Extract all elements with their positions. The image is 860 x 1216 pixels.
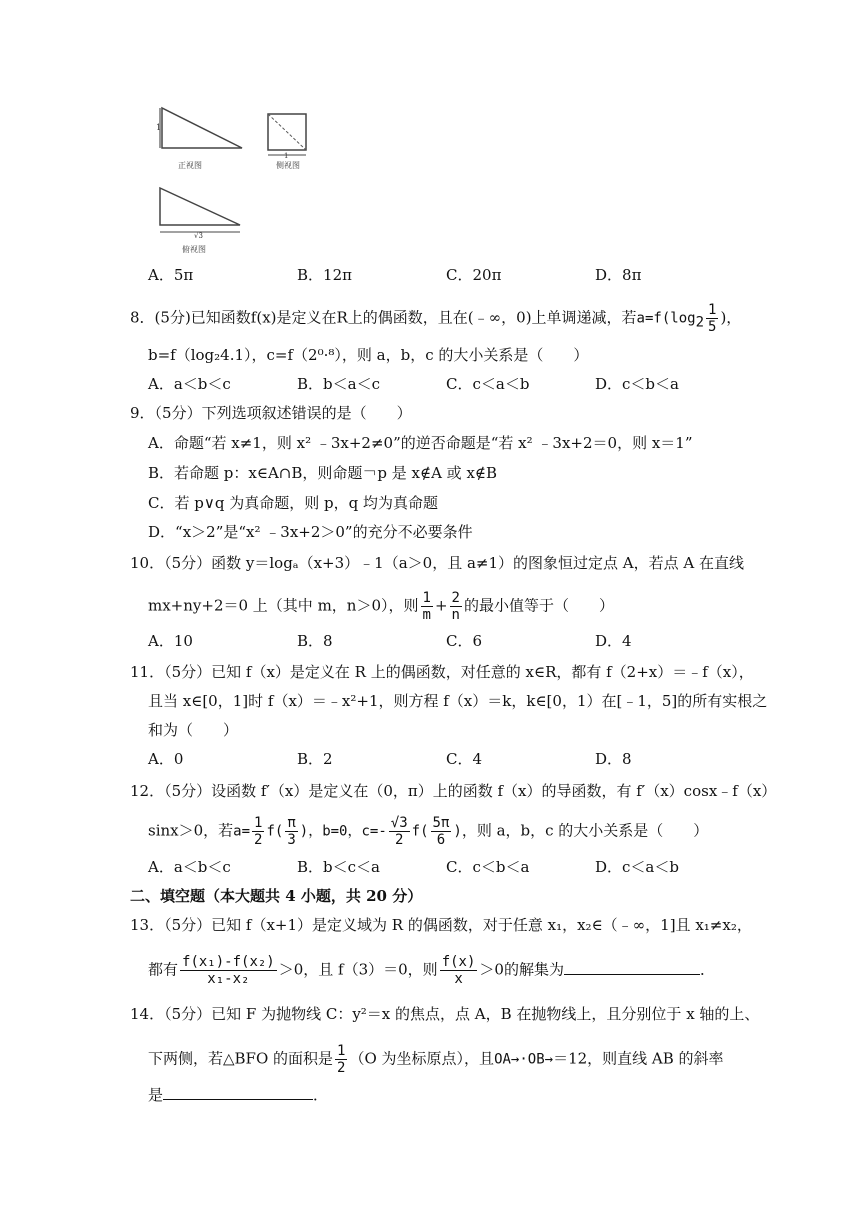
q13-line2-pre: 都有: [148, 960, 179, 979]
q13-end: ．: [699, 960, 715, 979]
q12-option-d[interactable]: D．c＜a＜b: [595, 858, 679, 876]
q12-b-expr: b=0，: [322, 823, 362, 840]
q14-stem-line1: 14．（5分）已知 F 为抛物线 C：y²＝x 的焦点，点 A，B 在抛物线上，且分别位于 x 轴的上、: [130, 1005, 760, 1023]
q10-option-c[interactable]: C．6: [446, 632, 483, 650]
front-view-label: 正视图: [178, 161, 202, 170]
q8-option-c[interactable]: C．c＜a＜b: [446, 375, 530, 393]
q13-fx-over-x: $\frac{f(x)}{x}$: [441, 954, 476, 987]
q12-option-a[interactable]: A．a＜b＜c: [148, 858, 231, 876]
side-dim-label: 1: [284, 152, 289, 160]
q10-option-d[interactable]: D．4: [595, 632, 632, 650]
q10-option-b[interactable]: B．8: [297, 632, 333, 650]
q12-option-c[interactable]: C．c＜b＜a: [446, 858, 530, 876]
q12-line2-post: ，则 a，b，c 的大小关系是（ ）: [461, 821, 709, 840]
q12-stem-line1: 12．（5分）设函数 f′（x）是定义在（0，π）上的函数 f（x）的导函数，有 f′（x）cosx﹣f（x）: [130, 782, 777, 800]
front-dim-label: 1: [156, 123, 162, 132]
q11-option-a[interactable]: A．0: [148, 750, 184, 768]
q10-line2-pre: mx+ny+2＝0 上（其中 m，n＞0），则: [148, 596, 419, 615]
q12-a-post: )，: [299, 823, 323, 840]
q9-option-d[interactable]: D．“x＞2”是“x² ﹣3x+2＞0”的充分不必要条件: [148, 523, 473, 541]
q13-difference-quotient: $\frac{\text{f(x₁)-f(x₂)}}{\text{x₁-x₂}}$: [182, 954, 275, 987]
q14-stem-line3: [148, 1085, 328, 1105]
top-dim-label: √3: [194, 232, 203, 240]
q7-option-a[interactable]: A．5π: [148, 266, 194, 284]
q14-line3-pre: 是: [148, 1086, 164, 1104]
q8-option-b[interactable]: B．b＜a＜c: [297, 375, 380, 393]
q11-option-b[interactable]: B．2: [297, 750, 333, 768]
q12-c-pre: c=-: [361, 823, 387, 840]
q12-c-post: ): [453, 823, 462, 840]
q10-plus: +: [434, 596, 448, 615]
q14-one-half: $\frac{1}{2}$: [337, 1043, 346, 1076]
top-view: [160, 188, 240, 254]
q13-answer-blank[interactable]: [564, 960, 700, 975]
q11-stem-line3: 和为（ ）: [148, 721, 239, 739]
q10-stem-line1: 10．（5分）函数 y＝logₐ（x+3）﹣1（a＞0，且 a≠1）的图象恒过定点 A，若点 A 在直线: [130, 554, 744, 572]
q11-stem-line1: 11．（5分）已知 f（x）是定义在 R 上的偶函数，对任意的 x∈R，都有 f（2+x）＝﹣f（x），: [130, 663, 754, 681]
q12-a-arg: $\frac{\pi}{3}$: [287, 815, 296, 848]
q8-option-a[interactable]: A．a＜b＜c: [148, 375, 231, 393]
q13-stem-line2: [148, 954, 715, 987]
q12-a-pre: a=: [233, 823, 251, 840]
q7-option-b[interactable]: B．12π: [297, 266, 352, 284]
q14-answer-blank[interactable]: [163, 1085, 313, 1100]
q10-line2-post: 的最小值等于（ ）: [463, 596, 614, 615]
q10-option-a[interactable]: A．10: [148, 632, 193, 650]
q8-stem-line1: [130, 302, 741, 335]
q8-a-expr-post: )，: [720, 308, 742, 327]
q8-a-expr-pre: a=f(log: [636, 310, 696, 327]
front-view: [156, 108, 242, 170]
q8-a-fraction: $\frac{1}{5}$: [708, 302, 717, 335]
q14-line2-pre: 下两侧，若△BFO 的面积是: [148, 1049, 334, 1068]
q12-stem-line2: [148, 815, 708, 848]
q7-option-d[interactable]: D．8π: [595, 266, 642, 284]
q7-option-c[interactable]: C．20π: [446, 266, 502, 284]
q10-fraction-1-over-m: $\frac{1}{m}$: [422, 590, 431, 623]
q8-a-sub: 2: [695, 314, 704, 331]
q9-option-b[interactable]: B．若命题 p：x∈A∩B，则命题￢p 是 x∉A 或 x∉B: [148, 464, 498, 482]
q8-stem-line2: b=f（log₂4.1），c=f（2⁰·⁸），则 a，b，c 的大小关系是（ ）: [148, 346, 589, 364]
section-heading: 二、填空题（本大题共 4 小题，共 20 分）: [130, 887, 423, 905]
q10-stem-line2: [148, 590, 614, 623]
q12-option-b[interactable]: B．b＜c＜a: [297, 858, 380, 876]
q11-option-c[interactable]: C．4: [446, 750, 483, 768]
q14-vector-dot-product: OA→·OB→: [494, 1051, 554, 1068]
q13-stem-line1: 13．（5分）已知 f（x+1）是定义域为 R 的偶函数，对于任意 x₁，x₂∈（﹣∞，1]且 x₁≠x₂，: [130, 916, 752, 934]
side-view: [268, 114, 306, 170]
q9-option-c[interactable]: C．若 p∨q 为真命题，则 p，q 均为真命题: [148, 494, 438, 512]
q8-option-d[interactable]: D．c＜b＜a: [595, 375, 679, 393]
top-view-label: 俯视图: [182, 245, 206, 254]
q12-line2-pre: sinx＞0，若: [148, 821, 234, 840]
q9-stem: 9．（5分）下列选项叙述错误的是（ ）: [130, 404, 412, 422]
q9-option-a[interactable]: A．命题“若 x≠1，则 x² ﹣3x+2≠0”的逆否命题是“若 x² ﹣3x+2＝0，则 x＝1”: [148, 434, 693, 452]
q12-a-coef: $\frac{1}{2}$: [254, 815, 263, 848]
q13-line2-mid: ＞0，且 f（3）＝0，则: [278, 960, 438, 979]
q14-line2-post: ＝12，则直线 AB 的斜率: [553, 1049, 724, 1068]
q10-fraction-2-over-n: $\frac{2}{n}$: [451, 590, 460, 623]
q12-c-mid: f(: [411, 823, 429, 840]
q13-line2-post: ＞0的解集为: [479, 960, 564, 979]
q11-stem-line2: 且当 x∈[0，1]时 f（x）＝﹣x²+1，则方程 f（x）＝k，k∈[0，1）在[﹣1，5]的所有实根之: [148, 692, 768, 710]
side-view-label: 侧视图: [276, 161, 300, 170]
q14-stem-line2: [148, 1043, 724, 1076]
q12-c-coef: $\frac{√3}{2}$: [390, 815, 408, 848]
q14-line2-mid: （O 为坐标原点），且: [349, 1049, 495, 1068]
q12-c-arg: $\frac{5\pi}{6}$: [432, 815, 450, 848]
q11-option-d[interactable]: D．8: [595, 750, 632, 768]
q8-stem-text: 8．(5分)已知函数f(x)是定义在R上的偶函数，且在(﹣∞，0)上单调递减，若: [130, 308, 637, 327]
q12-a-mid: f(: [266, 823, 284, 840]
three-view-figure: [150, 100, 370, 265]
q14-end: ．: [313, 1086, 329, 1104]
